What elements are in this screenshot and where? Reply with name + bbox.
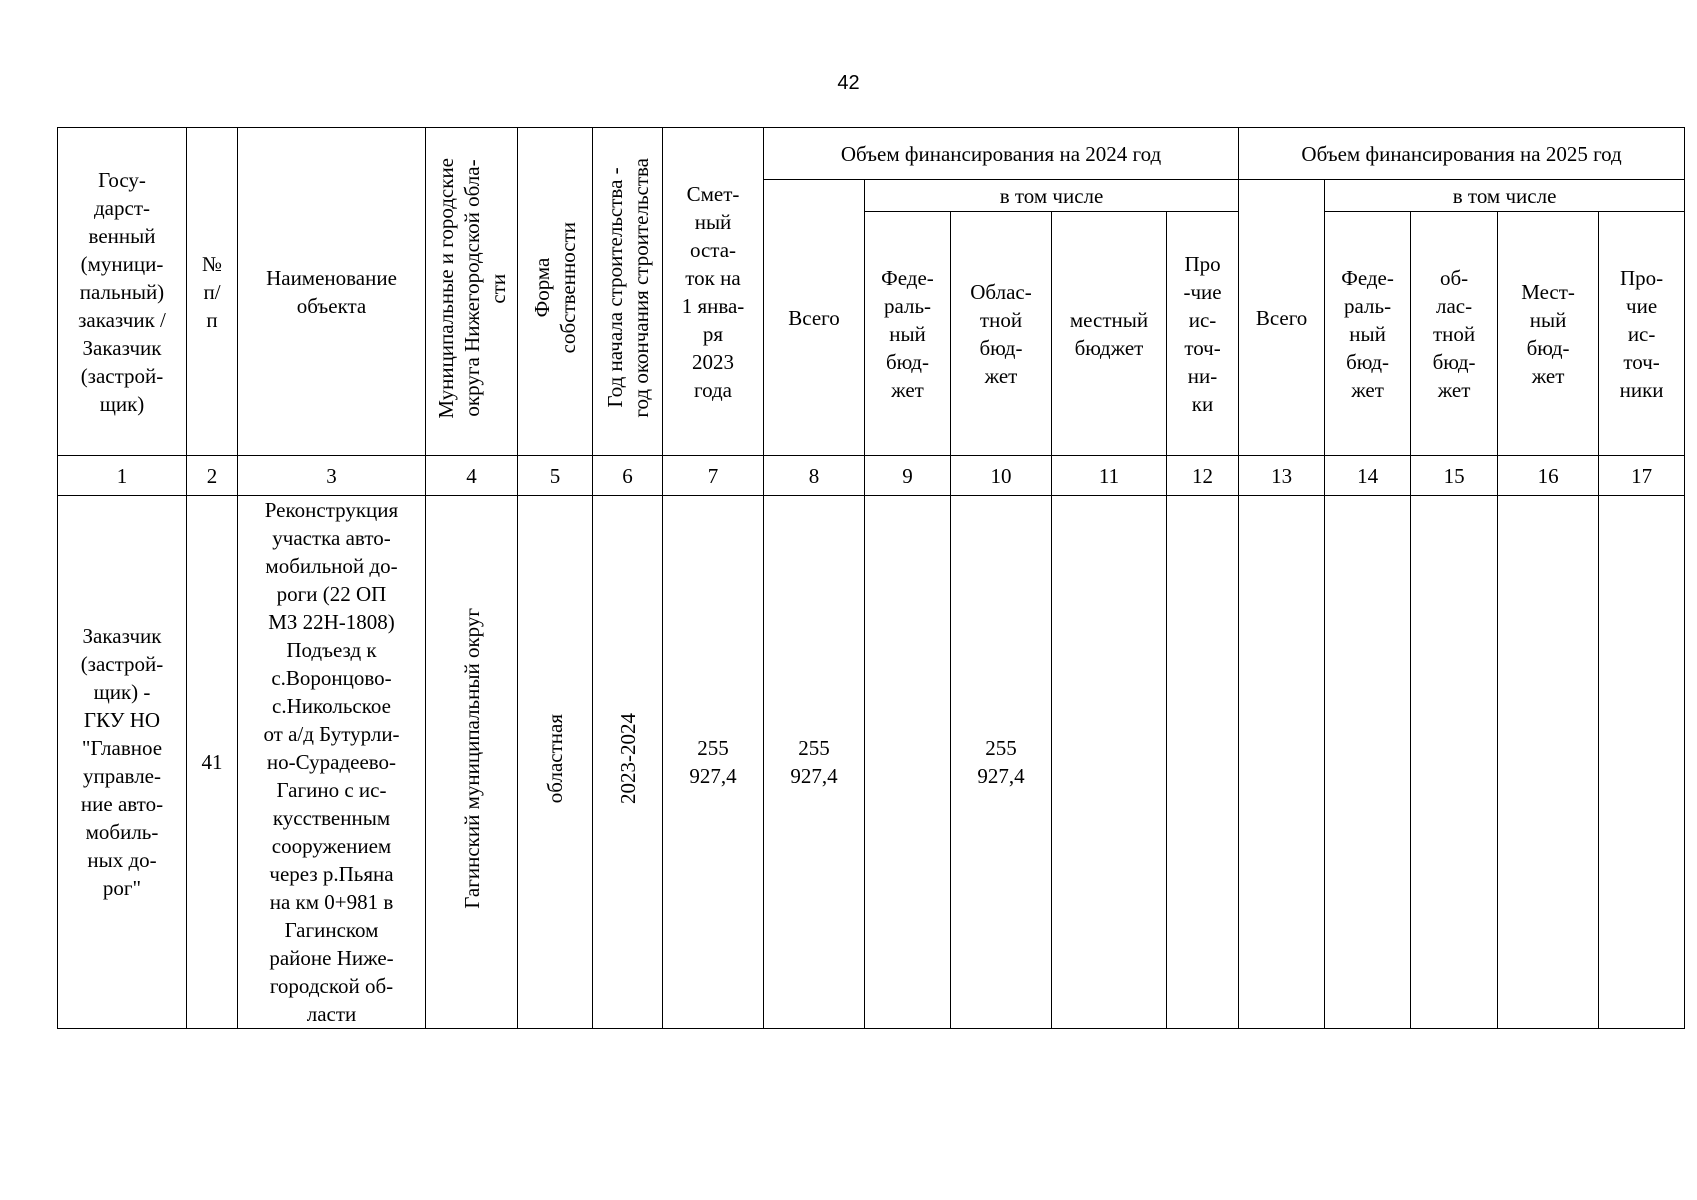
header-regional-2024: Облас- тной бюд- жет: [951, 212, 1052, 456]
header-other-2025: Про- чие ис- точ- ники: [1599, 212, 1685, 456]
row-number: 41: [187, 496, 238, 1029]
row-other-2024: [1167, 496, 1239, 1029]
header-years-text: Год начала строительства - год окончания строительства: [602, 158, 653, 418]
column-number: 12: [1167, 456, 1239, 496]
column-number: 8: [764, 456, 865, 496]
row-regional-2024: 255 927,4: [951, 496, 1052, 1029]
row-total-2024: 255 927,4: [764, 496, 865, 1029]
header-funding-2024: Объем финансирования на 2024 год: [764, 128, 1239, 180]
row-customer: Заказчик (застрой- щик) - ГКУ НО "Главное управле- ние авто- мобиль- ных до- рог": [58, 496, 187, 1029]
header-including-2024: в том числе: [865, 180, 1239, 212]
row-local-2024: [1052, 496, 1167, 1029]
header-ownership: [518, 128, 593, 456]
row-years: [593, 496, 663, 1029]
page-number: 42: [837, 72, 860, 94]
header-funding-2025: Объем финансирования на 2025 год: [1239, 128, 1685, 180]
header-total-2025: Всего: [1239, 180, 1325, 456]
header-number: № п/ п: [187, 128, 238, 456]
column-number: 14: [1325, 456, 1411, 496]
header-customer: Госу- дарст- венный (муници- пальный) заказчик / Заказчик (застрой- щик): [58, 128, 187, 456]
column-number: 17: [1599, 456, 1685, 496]
funding-table: [57, 127, 1685, 1029]
row-regional-2025: [1411, 496, 1498, 1029]
header-municipality-text: Муниципальные и городские округа Нижегородской обла- сти: [433, 157, 510, 419]
column-number: 15: [1411, 456, 1498, 496]
row-ownership: [518, 496, 593, 1029]
row-total-2025: [1239, 496, 1325, 1029]
row-federal-2024: [865, 496, 951, 1029]
header-including-2025: в том числе: [1325, 180, 1685, 212]
column-number: 5: [518, 456, 593, 496]
header-ownership-text: Форма собственности: [530, 222, 580, 354]
column-number: 16: [1498, 456, 1599, 496]
header-object-name: Наименование объекта: [238, 128, 426, 456]
header-federal-2025: Феде- раль- ный бюд- жет: [1325, 212, 1411, 456]
column-number: 3: [238, 456, 426, 496]
header-total-2024: Всего: [764, 180, 865, 456]
column-number: 9: [865, 456, 951, 496]
row-municipality-text: Гагинский муниципальный округ: [459, 608, 484, 909]
column-number: 10: [951, 456, 1052, 496]
row-years-text: 2023-2024: [615, 713, 640, 804]
column-number: 4: [426, 456, 518, 496]
table-row: [58, 496, 1685, 1029]
header-local-2025: Мест- ный бюд- жет: [1498, 212, 1599, 456]
column-number: 2: [187, 456, 238, 496]
column-number: 6: [593, 456, 663, 496]
header-estimate: Смет- ный оста- ток на 1 янва- ря 2023 года: [663, 128, 764, 456]
row-other-2025: [1599, 496, 1685, 1029]
column-number: 13: [1239, 456, 1325, 496]
header-local-2024: местный бюджет: [1052, 212, 1167, 456]
row-federal-2025: [1325, 496, 1411, 1029]
row-local-2025: [1498, 496, 1599, 1029]
row-municipality: [426, 496, 518, 1029]
column-number: 7: [663, 456, 764, 496]
header-regional-2025: об- лас- тной бюд- жет: [1411, 212, 1498, 456]
row-ownership-text: областная: [543, 713, 567, 804]
column-number: 11: [1052, 456, 1167, 496]
header-federal-2024: Феде- раль- ный бюд- жет: [865, 212, 951, 456]
header-years: [593, 128, 663, 456]
header-other-2024: Про -чие ис- точ- ни- ки: [1167, 212, 1239, 456]
row-estimate: 255 927,4: [663, 496, 764, 1029]
header-municipality: [426, 128, 518, 456]
row-object-name: Реконструкция участка авто- мобильной до- роги (22 ОП МЗ 22Н-1808) Подъезд к с.Воронцово- с.Никольское от а/д Бутурли- но-Сурадеево- Гагино с ис- кусственным сооружением через р.Пьяна на км 0+981 в Гагинском районе Ниже- городской об- ласти: [238, 496, 426, 1029]
column-number: 1: [58, 456, 187, 496]
